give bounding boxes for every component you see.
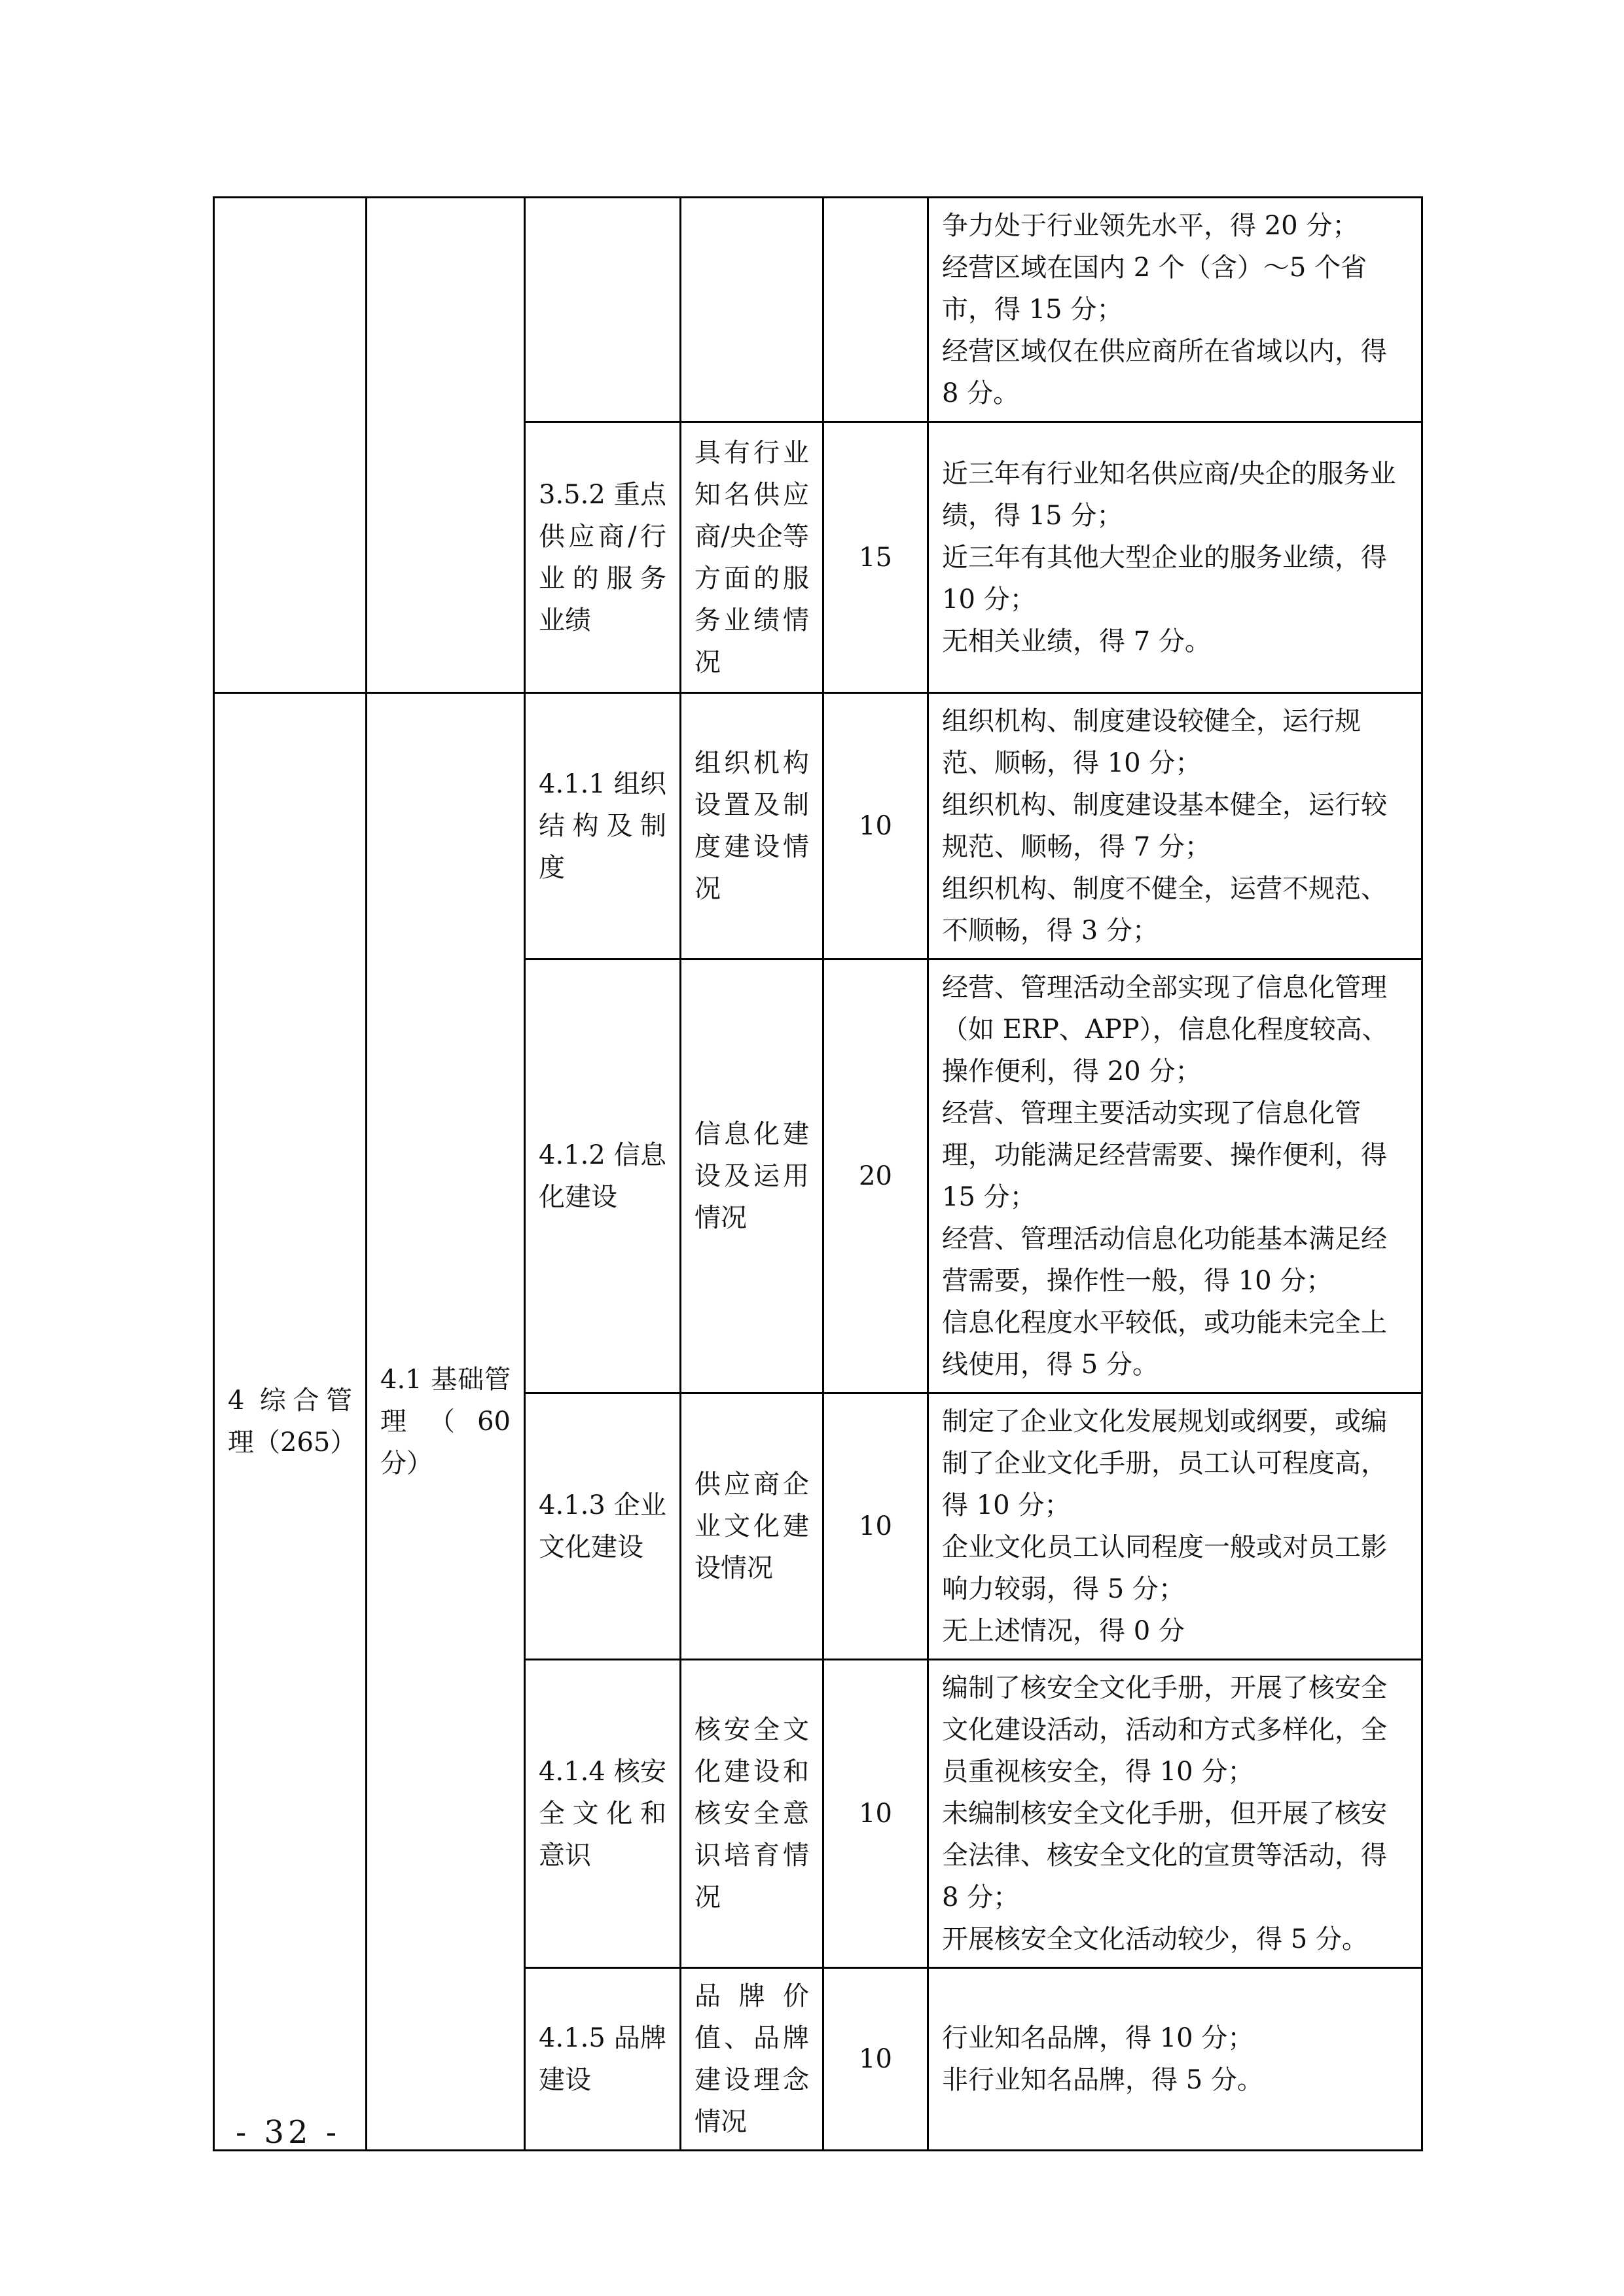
criteria-line: 行业知名品牌，得 10 分；: [942, 2023, 1254, 2053]
table-row: [214, 693, 1422, 960]
item-cell: 4.1.5 品牌建设: [525, 1968, 681, 2151]
criteria-cell: [928, 693, 1422, 960]
content-cell: 信息化建设及运用情况: [681, 960, 823, 1393]
content-cell: 具有行业知名供应商/央企等方面的服务业绩情况: [681, 422, 823, 693]
item-cell: 4.1.2 信息化建设: [525, 960, 681, 1393]
item-cell: 4.1.3 企业文化建设: [525, 1393, 681, 1660]
content-cell: 核安全文化建设和核安全意识培育情况: [681, 1660, 823, 1968]
score-cell: 10: [823, 1968, 928, 2151]
criteria-line: 制定了企业文化发展规划或纲要，或编制了企业文化手册，员工认可程度高，得 10 分；: [942, 1407, 1387, 1520]
criteria-line: 近三年有行业知名供应商/央企的服务业绩，得 15 分；: [942, 458, 1396, 531]
criteria-cell: [928, 960, 1422, 1393]
criteria-line: 无上述情况，得 0 分: [942, 1616, 1185, 1646]
item-cell: 4.1.4 核安全文化和意识: [525, 1660, 681, 1968]
criteria-line: 非行业知名品牌，得 5 分。: [942, 2065, 1263, 2095]
criteria-cell: [928, 1660, 1422, 1968]
content-cell: 组织机构设置及制度建设情况: [681, 693, 823, 960]
criteria-line: 近三年有其他大型企业的服务业绩，得 10 分；: [942, 542, 1387, 615]
score-cell: [823, 198, 928, 422]
criteria-line: 经营、管理活动信息化功能基本满足经营需要，操作性一般，得 10 分；: [942, 1224, 1387, 1296]
score-cell: 10: [823, 1660, 928, 1968]
content-cell: 供应商企业文化建设情况: [681, 1393, 823, 1660]
score-cell: 20: [823, 960, 928, 1393]
criteria-line: 争力处于行业领先水平，得 20 分；: [942, 211, 1359, 241]
content-cell: [681, 198, 823, 422]
criteria-line: 组织机构、制度建设基本健全，运行较规范、顺畅，得 7 分；: [942, 790, 1387, 862]
item-cell: [525, 198, 681, 422]
criteria-cell: [928, 422, 1422, 693]
criteria-line: 企业文化员工认同程度一般或对员工影响力较弱，得 5 分；: [942, 1532, 1387, 1604]
item-cell: 4.1.1 组织结构及制度: [525, 693, 681, 960]
category-cell: [214, 198, 367, 693]
subcategory-cell: [367, 198, 525, 693]
criteria-line: 信息化程度水平较低，或功能未完全上线使用，得 5 分。: [942, 1308, 1387, 1380]
content-cell: 品牌价值、品牌建设理念情况: [681, 1968, 823, 2151]
criteria-line: 经营区域仅在供应商所在省域以内，得 8 分。: [942, 336, 1387, 408]
criteria-line: 经营、管理活动全部实现了信息化管理（如 ERP、APP），信息化程度较高、操作便利，得 20 分；: [942, 973, 1388, 1086]
criteria-cell: [928, 1393, 1422, 1660]
criteria-line: 经营区域在国内 2 个（含）～5 个省市，得 15 分；: [942, 253, 1367, 325]
criteria-line: 组织机构、制度不健全，运营不规范、不顺畅，得 3 分；: [942, 874, 1387, 946]
criteria-line: 未编制核安全文化手册，但开展了核安全法律、核安全文化的宣贯等活动，得 8 分；: [942, 1799, 1387, 1912]
subcategory-cell: 4.1 基础管理（60 分）: [367, 693, 525, 2151]
criteria-cell: [928, 1968, 1422, 2151]
item-cell: 3.5.2 重点供应商/行业的服务业绩: [525, 422, 681, 693]
score-cell: 10: [823, 693, 928, 960]
criteria-line: 经营、管理主要活动实现了信息化管理，功能满足经营需要、操作便利，得 15 分；: [942, 1098, 1387, 1212]
score-cell: 10: [823, 1393, 928, 1660]
criteria-line: 开展核安全文化活动较少，得 5 分。: [942, 1924, 1368, 1954]
score-cell: 15: [823, 422, 928, 693]
criteria-line: 编制了核安全文化手册，开展了核安全文化建设活动，活动和方式多样化，全员重视核安全，得 10 分；: [942, 1673, 1387, 1787]
criteria-line: 组织机构、制度建设较健全，运行规范、顺畅，得 10 分；: [942, 706, 1361, 778]
category-cell: 4 综合管理（265）: [214, 693, 367, 2151]
table-row: [214, 198, 1422, 422]
page-number: - 32 -: [236, 2114, 341, 2151]
evaluation-table: [213, 196, 1423, 2151]
criteria-line: 无相关业绩，得 7 分。: [942, 626, 1211, 656]
criteria-cell: [928, 198, 1422, 422]
